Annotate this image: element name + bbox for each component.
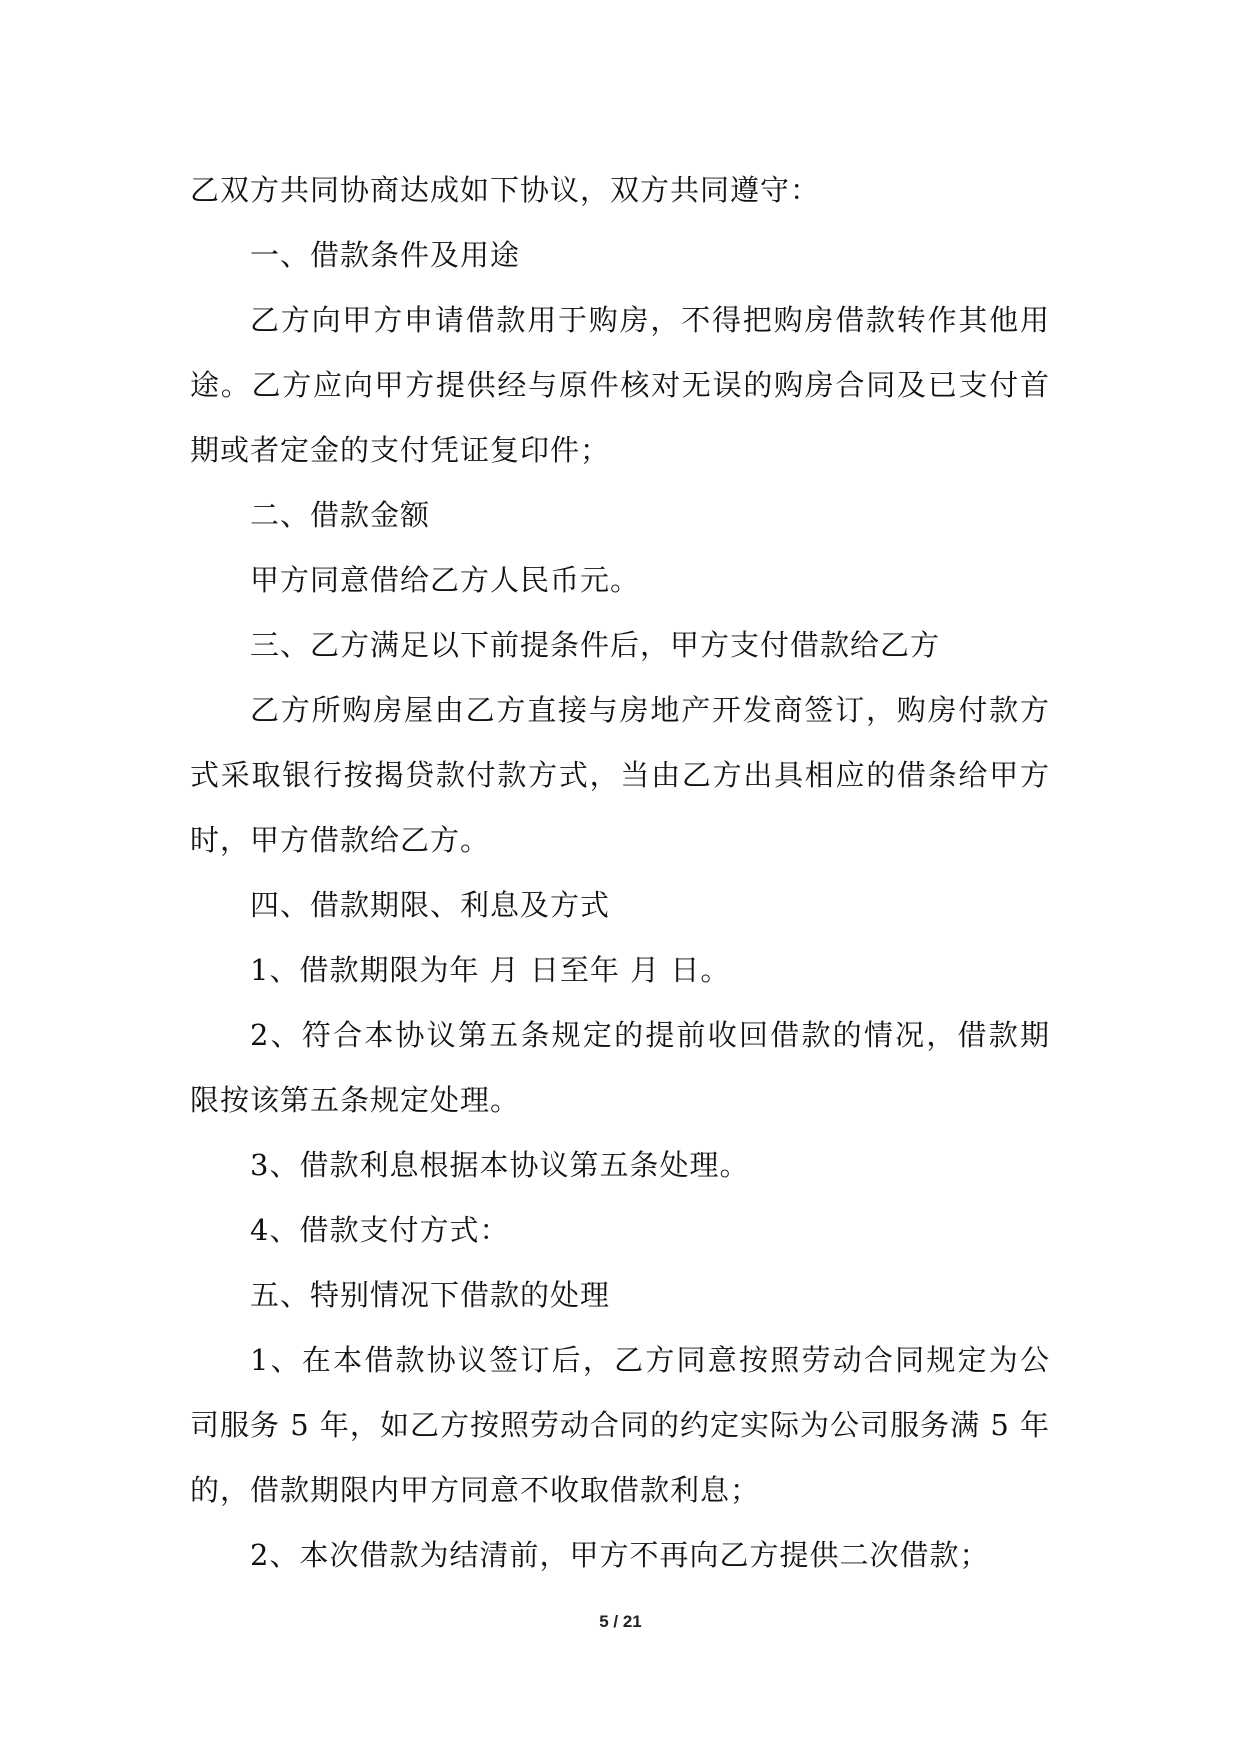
text-line: 甲方同意借给乙方人民币元。 <box>250 563 641 597</box>
text-line: 途。乙方应向甲方提供经与原件核对无误的购房合同及已支付首 <box>190 368 1050 402</box>
text-line: 的，借款期限内甲方同意不收取借款利息； <box>190 1473 761 1507</box>
text-line: 限按该第五条规定处理。 <box>190 1083 521 1117</box>
text-line: 时，甲方借款给乙方。 <box>190 823 491 857</box>
text-line: 式采取银行按揭贷款付款方式，当由乙方出具相应的借条给甲方 <box>190 758 1050 792</box>
document-body <box>190 158 1050 1588</box>
section-heading: 五、特别情况下借款的处理 <box>250 1278 611 1312</box>
text-line: 司服务 5 年，如乙方按照劳动合同的约定实际为公司服务满 5 年 <box>190 1408 1050 1442</box>
text-line: 乙方向甲方申请借款用于购房，不得把购房借款转作其他用 <box>250 303 1050 337</box>
section-heading: 二、借款金额 <box>250 498 431 532</box>
text-line: 2、本次借款为结清前，甲方不再向乙方提供二次借款； <box>250 1538 990 1572</box>
section-heading: 一、借款条件及用途 <box>250 238 521 272</box>
text-line: 1、借款期限为年 月 日至年 月 日。 <box>250 953 731 987</box>
text-line: 乙双方共同协商达成如下协议，双方共同遵守： <box>190 173 821 207</box>
text-line: 4、借款支付方式： <box>250 1213 510 1247</box>
text-line: 1、在本借款协议签订后，乙方同意按照劳动合同规定为公 <box>250 1343 1050 1377</box>
section-heading: 四、借款期限、利息及方式 <box>250 888 611 922</box>
text-line: 3、借款利息根据本协议第五条处理。 <box>250 1148 750 1182</box>
text-line: 期或者定金的支付凭证复印件； <box>190 433 611 467</box>
section-heading: 三、乙方满足以下前提条件后，甲方支付借款给乙方 <box>250 628 941 662</box>
text-line: 2、符合本协议第五条规定的提前收回借款的情况，借款期 <box>250 1018 1050 1052</box>
page-number: 5 / 21 <box>599 1612 642 1631</box>
text-line: 乙方所购房屋由乙方直接与房地产开发商签订，购房付款方 <box>250 693 1050 727</box>
